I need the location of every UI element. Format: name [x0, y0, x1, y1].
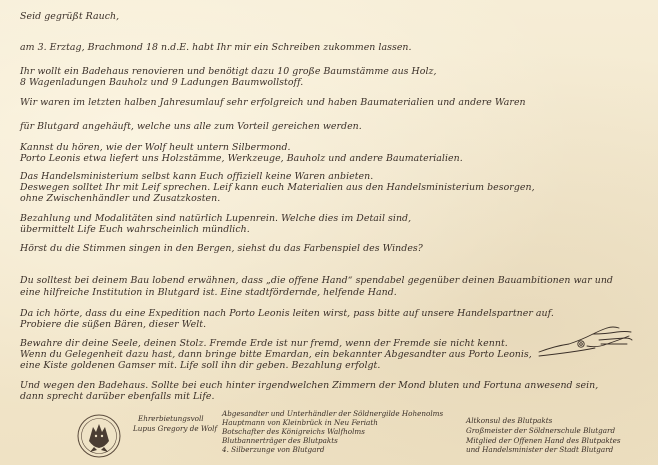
letter-line: Hörst du die Stimmen singen in den Bergen, siehst du das Farbenspiel des Windes? [20, 243, 423, 254]
signature-title: Blutbannerträger des Blutpakts [222, 436, 338, 445]
signature-name: Lupus Gregory de Wolf [133, 424, 218, 433]
letter-line: Ihr wollt ein Badehaus renovieren und benötigt dazu 10 große Baumstämme aus Holz, [20, 66, 437, 77]
signature-title: Großmeister der Söldnerschule Blutgard [466, 426, 616, 435]
letter-line: 8 Wagenladungen Bauholz und 9 Ladungen Baumwollstoff. [20, 77, 304, 88]
open-hand-icon [535, 322, 635, 360]
letter-line: Da ich hörte, dass du eine Expedition nach Porto Leonis leiten wirst, pass bitte auf unsere Handelspartner auf. [20, 308, 554, 319]
signature-title: Altkonsul des Blutpakts [466, 416, 553, 425]
letter-line: ohne Zwischenhändler und Zusatzkosten. [20, 193, 221, 204]
signature-title: Hauptmann von Kleinbrück in Neu Feriath [222, 418, 378, 427]
signature-title: und Handelsminister der Stadt Blutgard [466, 445, 614, 454]
letter-line: Wenn du Gelegenheit dazu hast, dann bringe bitte Emardan, ein bekannter Abgesandter aus Porto Leonis, [20, 349, 532, 360]
letter-line: übermittelt Life Euch wahrscheinlich mündlich. [20, 224, 250, 235]
letter-line: Wir waren im letzten halben Jahresumlauf sehr erfolgreich und haben Baumaterialien und andere Waren [20, 97, 526, 108]
letter-line: Deswegen solltet Ihr mit Leif sprechen. Leif kann euch Materialien aus den Handelsministerium besorgen, [20, 182, 535, 193]
letter-line: Porto Leonis etwa liefert uns Holzstämme, Werkzeuge, Bauholz und andere Baumaterialien. [20, 153, 463, 164]
letter-line: eine Kiste goldenen Gamser mit. Life soll ihn dir geben. Bezahlung erfolgt. [20, 360, 381, 371]
letter-line: Kannst du hören, wie der Wolf heult untern Silbermond. [20, 142, 291, 153]
letter-line: für Blutgard angehäuft, welche uns alle zum Vorteil gereichen werden. [20, 121, 362, 132]
letter-line: eine hilfreiche Institution in Blutgard ist. Eine stadtfördernde, helfende Hand. [20, 287, 397, 298]
signature-honorific: Ehrerbietungsvoll [138, 414, 204, 423]
wolf-seal-icon [76, 413, 122, 459]
letter-greeting: Seid gegrüßt Rauch, [20, 11, 120, 22]
signature-title: Mitglied der Offenen Hand des Blutpaktes [466, 436, 621, 445]
letter-line: Bewahre dir deine Seele, deinen Stolz. Fremde Erde ist nur fremd, wenn der Fremde sie nicht kennt. [20, 338, 508, 349]
letter-line: Probiere die süßen Bären, dieser Welt. [20, 319, 207, 330]
letter-line: Bezahlung und Modalitäten sind natürlich Lupenrein. Welche dies im Detail sind, [20, 213, 412, 224]
signature-title: 4. Silberzunge von Blutgard [222, 445, 325, 454]
letter-line: Und wegen den Badehaus. Sollte bei euch hinter irgendwelchen Zimmern der Mond bluten und Fortuna anwesend sein, [20, 380, 599, 391]
letter-line: am 3. Erztag, Brachmond 18 n.d.E. habt Ihr mir ein Schreiben zukommen lassen. [20, 42, 412, 53]
letter-line: Das Handelsministerium selbst kann Euch offiziell keine Waren anbieten. [20, 171, 374, 182]
letter-line: dann sprecht darüber ebenfalls mit Life. [20, 391, 215, 402]
signature-title: Botschafter des Königreichs Walfholms [222, 427, 365, 436]
signature-title: Abgesandter und Unterhändler der Söldnergilde Hohenolms [222, 409, 444, 418]
letter-line: Du solltest bei deinem Bau lobend erwähnen, dass „die offene Hand“ spendabel gegenüber deinen Bauambitionen war und [20, 275, 613, 286]
